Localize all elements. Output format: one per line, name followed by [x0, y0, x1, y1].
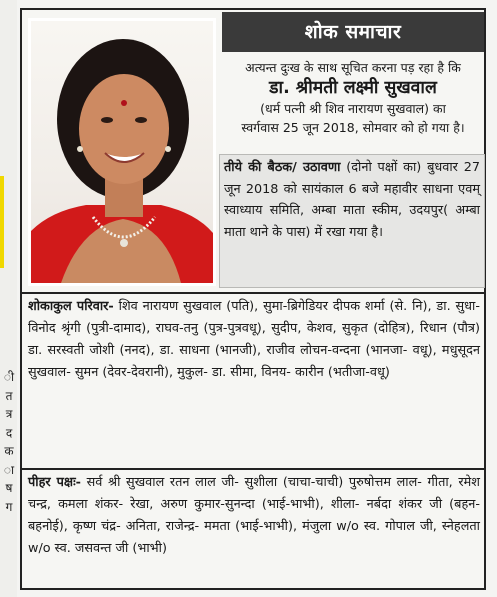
section-divider [22, 292, 484, 294]
adjacent-column-strip [0, 0, 17, 597]
yellow-accent-bar [0, 176, 4, 268]
adjacent-column-text [2, 368, 16, 516]
death-date-line: स्वर्गवास 25 जून 2018, सोमवार को हो गया है। [241, 120, 465, 135]
meeting-heading: तीये की बैठक/ उठावणा [224, 160, 341, 175]
meeting-heading-note: (दोनो पक्षों का) [340, 160, 422, 175]
maternal-section [28, 472, 480, 560]
deceased-name: डा. श्रीमती लक्ष्मी सुखवाल [269, 78, 437, 98]
spouse-line: (धर्म पत्नी श्री शिव नारायण सुखवाल) का [260, 101, 446, 116]
strip-char: द [5, 425, 13, 440]
strip-char: ा [3, 462, 15, 477]
announcement-line: अत्यन्त दुःख के साथ सूचित करना पड़ रहा है कि [245, 60, 461, 75]
strip-char: ग [5, 499, 13, 514]
section-divider [22, 468, 484, 470]
condolence-notice [20, 8, 486, 590]
strip-char: ष [5, 481, 13, 495]
family-section [28, 296, 480, 384]
meeting-details: बुधवार 27 जून 2018 को सायंकाल 6 बजे महावीर साधना एवम् स्वाध्याय समिति, अम्बा माता स्कीम, उदयपुर( अम्बा माता थाने के पास) में रखा गया है। [224, 160, 481, 240]
portrait-illustration [31, 21, 213, 283]
strip-char: ी [3, 370, 15, 384]
maternal-members: सर्व श्री सुखवाल रतन लाल जी- सुशीला (चाचा-चाची) पुरुषोत्तम लाल- गीता, रमेश चन्द्र, कमला शंकर- रेखा, अरुण कुमार-सुनन्दा (भाई-भाभी), शीला- नर्बदा शंकर जी (बहन-बहनोई), कृष्ण चंद्र- अनिता, राजेन्द्र- ममता (भाई-भाभी), मंजुला w/o स्व. गोपाल जी, स्नेहलता w/o स्व. जसवन्त जी (भाभी) [28, 475, 480, 556]
prayer-meeting-box [219, 154, 485, 288]
announcement-block [222, 58, 484, 137]
portrait-photo [31, 21, 213, 283]
maternal-label: पीहर पक्षः- [28, 475, 81, 490]
strip-char: त्र [5, 407, 13, 421]
notice-title: शोक समाचार [222, 12, 484, 52]
family-label: शोकाकुल परिवार- [28, 299, 114, 314]
strip-char: क [4, 444, 14, 458]
portrait-frame [28, 18, 216, 286]
strip-char: त [5, 388, 13, 403]
family-members: शिव नारायण सुखवाल (पति), सुमा-ब्रिगेडियर दीपक शर्मा (से. नि), डा. सुधा- विनोद श्रृंगी (पुत्री-दामाद), राघव-तनु (पुत्र-पुत्रवधू), सुदीप, केशव, सुकृत (दोहित्र), रिधान (पौत्र) डा. सरस्वती जोशी (ननद), डा. साधना (भानजी), राजीव लोचन-वन्दना (भानजा- वधू), मधुसूदन सुखवाल- सुमन (देवर-देवरानी), मुकुल- डा. सीमा, विनय- कारीन (भतीजा-वधू) [28, 299, 480, 380]
